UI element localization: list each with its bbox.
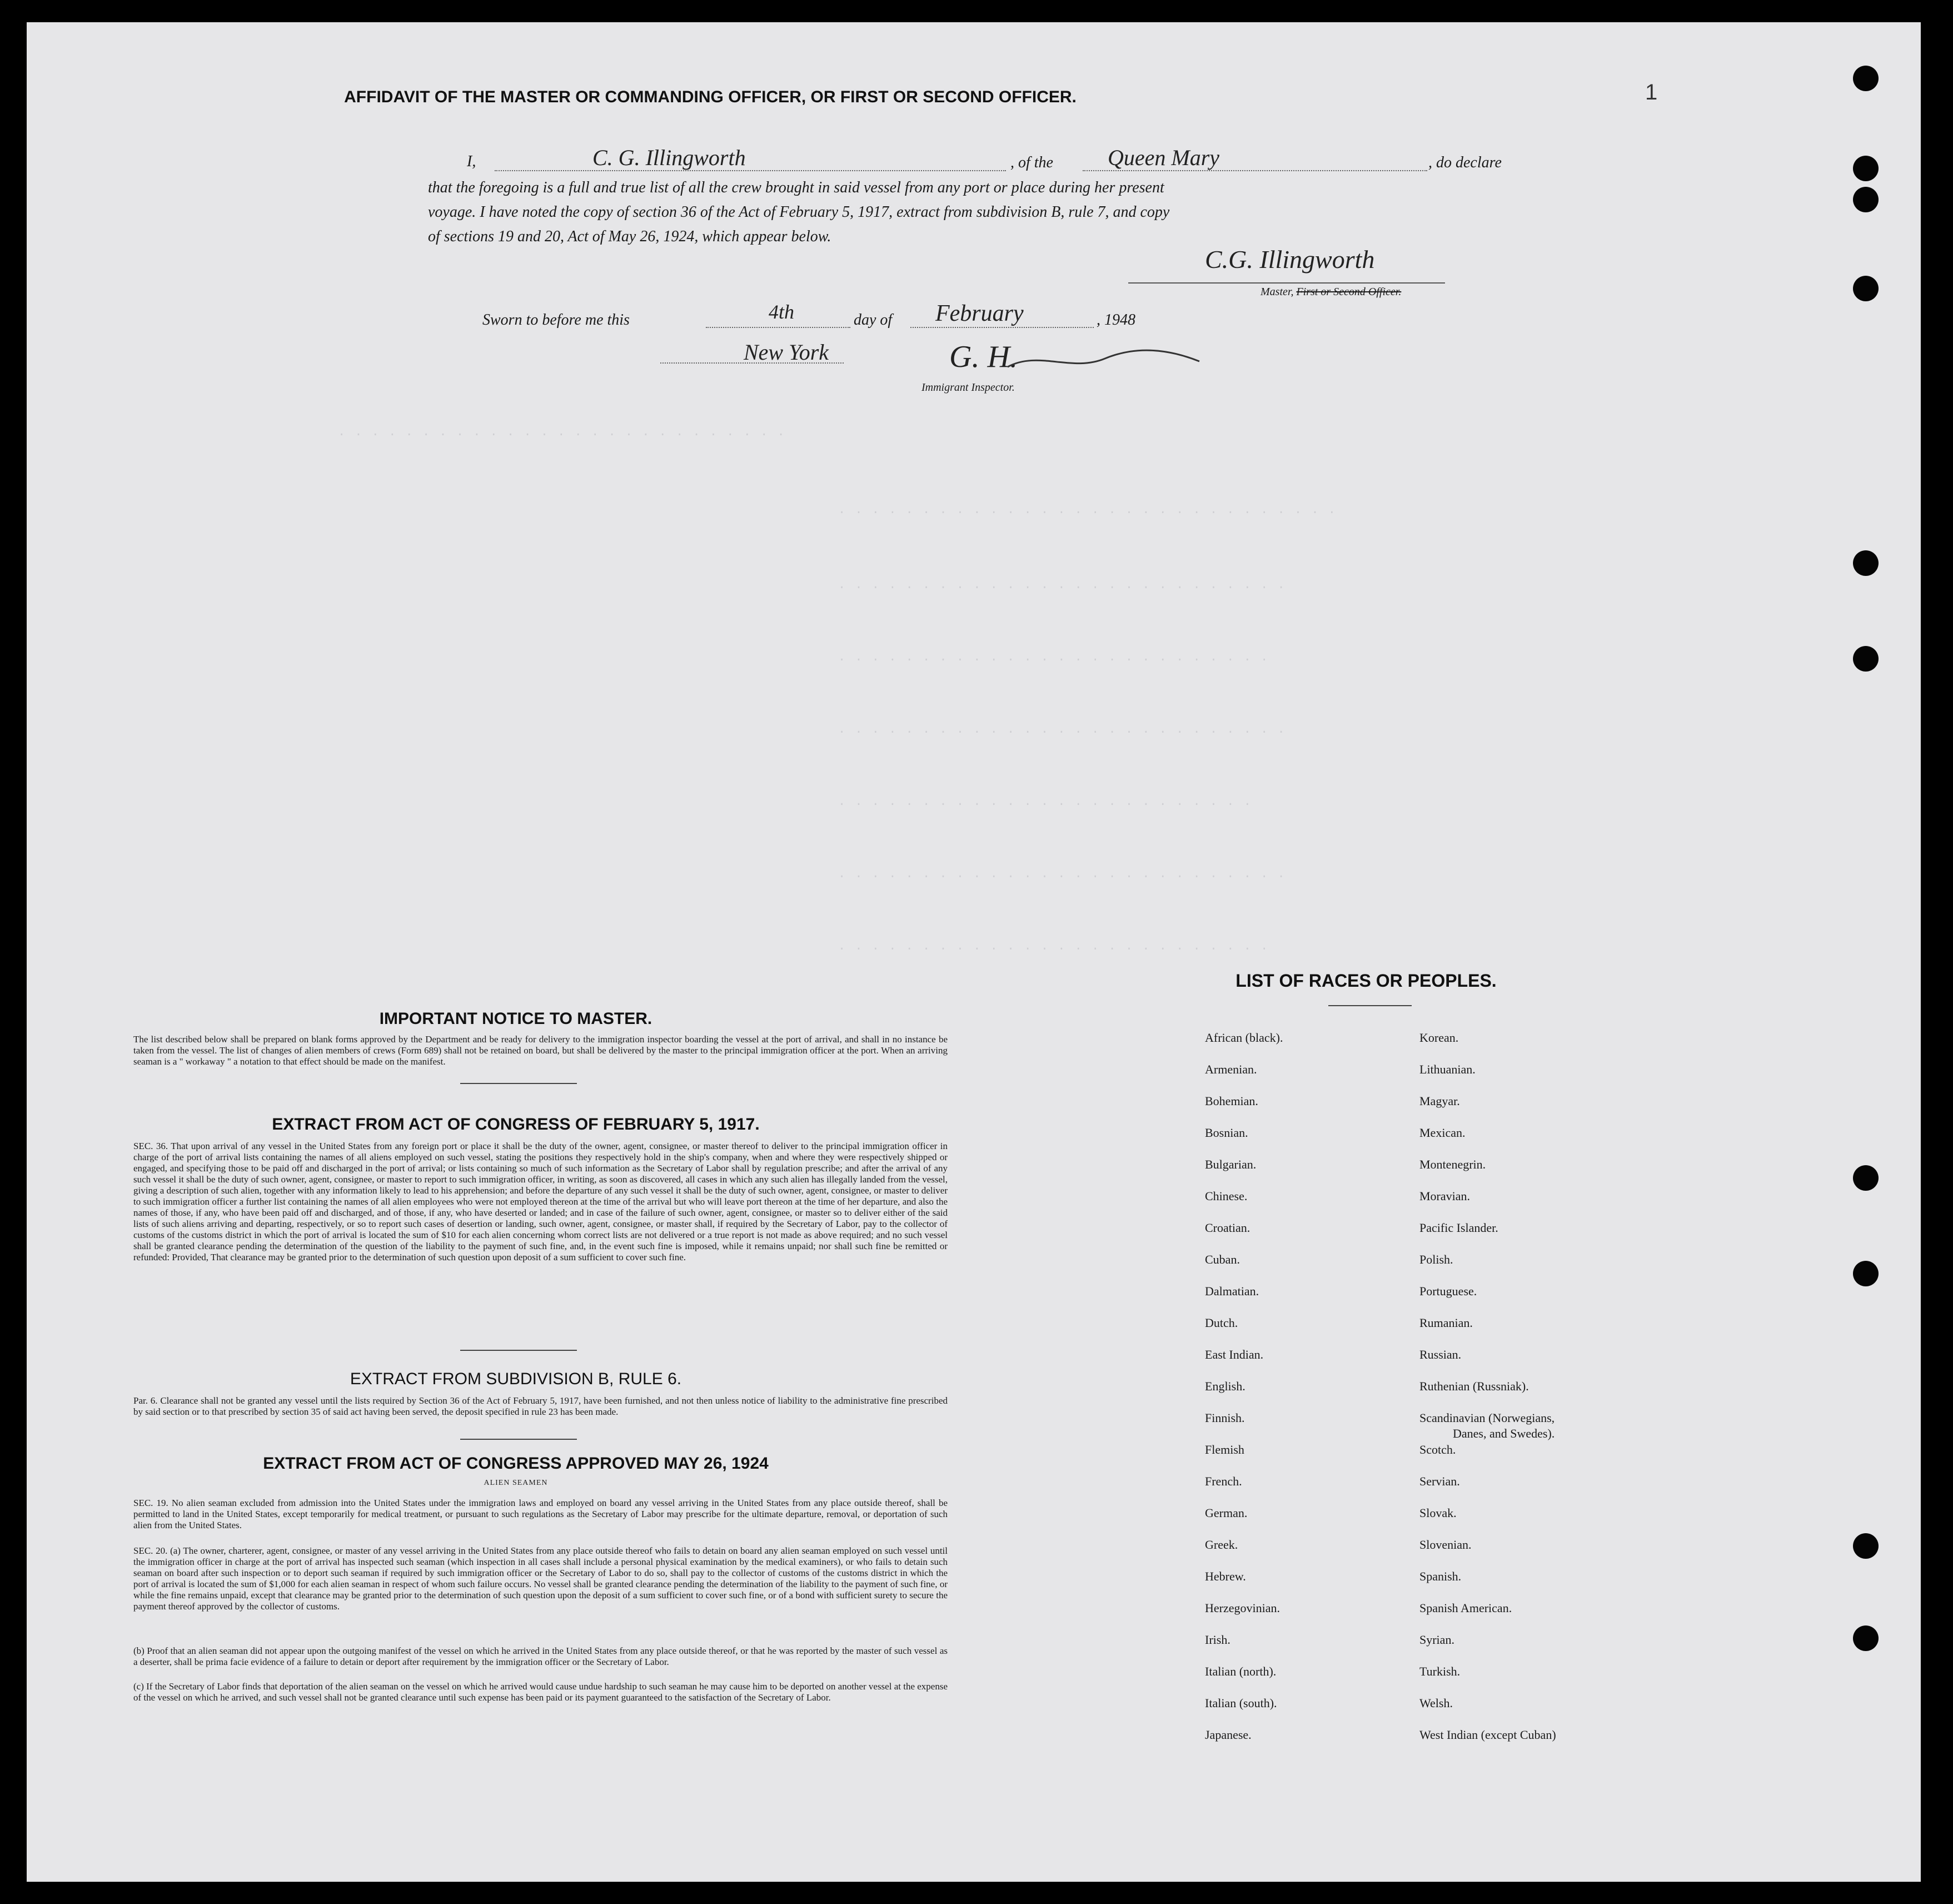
- race-item: Spanish.: [1419, 1569, 1462, 1583]
- race-item: Slovak.: [1419, 1506, 1457, 1520]
- affidavit-line2: that the foregoing is a full and true list of all the crew brought in said vessel from any port or place during her present: [428, 179, 1164, 196]
- race-item: Hebrew.: [1205, 1569, 1246, 1583]
- sworn-prefix: Sworn to before me this: [482, 311, 630, 329]
- race-item: Montenegrin.: [1419, 1157, 1486, 1171]
- race-item: Slovenian.: [1419, 1538, 1472, 1552]
- race-item: Croatian.: [1205, 1221, 1250, 1235]
- document-page: . . . . . . . . . . . . . . . . . . . . . . . . . . . . . . . . . . . . . . . . . . . . . . . . . . . . . . . . . . . . . . . . . . . . . . . . . . . . . . . . . . . . . . . . . . . . . . . . . . . . . . . . . . . . . . . . . . . . . . . . . . . . . . . . . . . . . . . . . . . . . . . . . . . . . . . . . . . . . . . . . . . . . . . . . . . . . . . . . . . . . . . . . . . . . . . . . . . . . . . . . . . . . . . . . . . . . . . AFFIDAVIT OF THE MASTER OR COMMANDING OFFICER, OR FIRST OR SECOND OFFICER. I, C. G. Illingworth , of the Queen Mary , do declare that the foregoing is a full and true list of all the crew brought in said vessel from any port or place during her present voyage. I have noted the copy of section 36 of the Act of February 5, 1917, extract from subdivision B, rule 7, and copy of sections 19 and 20, Act of May 26, 1924, which appear below. C.G. Illingworth Master, First or Second Officer. Sworn to before me this 4th day of February , 1948 New York G. H. Immigrant Inspector. 1 IMPORTANT NOTICE TO MASTER. The list described below shall be prepared on blank forms approved by the Department and be ready for delivery to the immigration inspector boarding the vessel at the port of arrival, and shall in no instance be taken from the vessel. The list of changes of alien members of crews (Form 689) shall not be retained on board, but shall be delivered by the master to the principal immigration officer at the port. When an arriving seaman is a " workaway " a notation to that effect should be made on the manifest. EXTRACT FROM ACT OF CONGRESS OF FEBRUARY 5, 1917. SEC. 36. That upon arrival of any vessel in the United States from any foreign port or place it shall be the duty of the owner, agent, consignee, or master thereof to deliver to the principal immigration officer in charge of the port of arrival lists containing the names of all aliens employed on such vessel, stating the positions they respectively hold in the ship's company, when and where they were respectively shipped or engaged, and specifying those to be paid off and discharged in the port of arrival; or lists containing so much of such information as the Secretary of Labor shall by regulation prescribe; and after the arrival of any such vessel it shall be the duty of such owner, agent, consignee, or master to report to such immigration officer, in writing, as soon as discovered, all cases in which any such alien has illegally landed from the vessel, giving a description of such alien, together with any information likely to lead to his apprehension; and before the departure of any such vessel it shall be the duty of such owner, agent, consignee, or master to deliver to such immigration officer a further list containing the names of all alien employees who were not employed thereon at the time of the arrival but who will leave port thereon at the time of her departure, and also the names of those, if any, who have been paid off and discharged, and of those, if any, who have deserted or landed; and in case of the failure of such owner, agent, consignee, or master so to deliver either of the said lists of such aliens arriving and departing, respectively, or so to report such cases of desertion or landing, such owner, agent, consignee, or master shall, if required by the Secretary of Labor, pay to the collector of customs of the customs district in which the port of arrival is located the sum of $10 for each alien concerning whom correct lists are not delivered or a true report is not made as above required; and no such vessel shall be granted clearance pending the determination of the question of the liability to the payment of such fine, and, in the event such fine is imposed, while it remains unpaid; nor shall such fine be remitted or refunded: Provided, That clearance may be granted prior to the determination of such question upon deposit of a sum sufficient to cover such fine. EXTRACT FROM SUBDIVISION B, RULE 6. Par. 6. Clearance shall not be granted any vessel until the lists required by Section 36 of the Act of February 5, 1917, have been furnished, and not then unless notice of liability to the administrative fine prescribed by said section or to that prescribed by section 35 of said act having been served, the deposit specified in rule 23 has been made. EXTRACT FROM ACT OF CONGRESS APPROVED MAY 26, 1924 ALIEN SEAMEN SEC. 19. No alien seaman excluded from admission into the United States under the immigration laws and employed on board any vessel arriving in the United States from any place outside thereof, shall be permitted to land in the United States, except temporarily for medical treatment, or pursuant to such regulations as the Secretary of Labor may prescribe for the ultimate departure, removal, or deportation of such alien from the United States. SEC. 20. (a) The owner, charterer, agent, consignee, or master of any vessel arriving in the United States from any place outside thereof who fails to detain on board any alien seaman employed on such vessel until the immigration officer in charge at the port of arrival has inspected such seaman (which inspection in all cases shall include a personal physical examination by the medical examiners), or who fails to detain such seaman on board after such inspection or to deport such seaman if required by such immigration officer or the Secretary of Labor to do so, shall pay to the collector of customs of the customs district in which the port of arrival is located the sum of $1,000 for each alien seaman in respect of whom such failure occurs. No vessel shall be granted clearance pending the determination of the liability to the payment of such fine, or while the fine remains unpaid, except that clearance may be granted prior to the determination of such question upon the deposit of a sum sufficient to cover such fine, or of a bond with sufficient surety to secure the payment thereof approved by the collector of customs. (b) Proof that an alien seaman did not appear upon the outgoing manifest of the vessel on which he arrived in the United States from any place outside thereof, or that he was reported by the master of such vessel as a deserter, shall be prima facie evidence of a failure to detain or deport after requirement by the immigration officer or the Secretary of Labor. (c) If the Secretary of Labor finds that deportation of the alien seaman on the vessel on which he arrived would cause undue hardship to such seaman he may cause him to be deported on another vessel at the expense of the vessel on which he arrived, and such vessel shall not be granted clearance until such expense has been paid or its payment guaranteed to the satisfaction of the Secretary of Labor. LIST OF RACES OR PEOPLES. African (black). Armenian. Bohemian. Bosnian. Bulgarian. Chinese. Croatian. Cuban. Dalmatian. Dutch. East Indian. English. Finnish. Flemish French. German. Greek. Hebrew. Herzegovinian. Irish. Italian (north). Italian (south). Japanese. Korean. Lithuanian. Magyar. Mexican. Montenegrin. Moravian. Pacific Islander. Polish. Portuguese. Rumanian. Russian. Ruthenian (Russniak). Scandinavian (Norwegians, Danes, and Swedes). Scotch. Servian. Slovak. Slovenian. Spanish. Spanish American. Syrian. Turkish. Welsh. West Indian (except Cuban): [27, 22, 1921, 1882]
- sec19-body: SEC. 19. No alien seaman excluded from admission into the United States under the immigration laws and employed on board any vessel arriving in the United States from any place outside thereof, shall be permitted to land in the United States, except temporarily for medical treatment, or pursuant to such regulations as the Secretary of Labor may prescribe for the ultimate departure, removal, or deportation of such alien from the United States.: [133, 1498, 948, 1530]
- race-item: Dutch.: [1205, 1316, 1238, 1330]
- punch-hole: [1853, 646, 1879, 672]
- sec20a-body: SEC. 20. (a) The owner, charterer, agent, consignee, or master of any vessel arriving in the United States from any place outside thereof who fails to detain on board any alien seaman employed on such vessel until the immigration officer in charge at the port of arrival has inspected such seaman (which inspection in all cases shall include a personal physical examination by the medical examiners), or who fails to detain such seaman on board after such inspection or to deport such seaman if required by such immigration officer or the Secretary of Labor to do so, shall pay to the collector of customs of the customs district in which the port of arrival is located the sum of $1,000 for each alien seaman in respect of whom such failure occurs. No vessel shall be granted clearance pending the determination of the liability to the payment of such fine, or while the fine remains unpaid, except that clearance may be granted prior to the determination of such question upon the deposit of a sum sufficient to cover such fine, or of a bond with sufficient surety to secure the payment thereof approved by the collector of customs.: [133, 1545, 948, 1612]
- punch-hole: [1853, 156, 1879, 181]
- extract-1924-subtitle: ALIEN SEAMEN: [484, 1479, 548, 1487]
- sworn-day-handwritten: 4th: [769, 301, 795, 323]
- race-item: Bulgarian.: [1205, 1157, 1257, 1171]
- race-item: English.: [1205, 1379, 1245, 1393]
- affidavit-line1-prefix: I,: [467, 153, 476, 170]
- affidavit-line1-suffix: , do declare: [1428, 154, 1502, 171]
- margin-mark: 1: [1645, 80, 1658, 105]
- race-item: German.: [1205, 1506, 1248, 1520]
- race-item: Scotch.: [1419, 1443, 1456, 1456]
- subdivision-body: Par. 6. Clearance shall not be granted any vessel until the lists required by Section 36 of the Act of February 5, 1917, have been furnished, and not then unless notice of liability to the administrative fine prescribed by said section or to that prescribed by section 35 of said act having been served, the deposit specified in rule 23 has been made.: [133, 1395, 948, 1417]
- subdivision-title: EXTRACT FROM SUBDIVISION B, RULE 6.: [350, 1370, 682, 1388]
- punch-hole: [1853, 66, 1879, 91]
- caption-struck-officer: First or Second Officer.: [1296, 286, 1402, 298]
- race-item: Armenian.: [1205, 1062, 1257, 1076]
- race-item: Ruthenian (Russniak).: [1419, 1379, 1529, 1393]
- punch-hole: [1853, 187, 1879, 212]
- race-item: East Indian.: [1205, 1348, 1264, 1361]
- race-item: Syrian.: [1419, 1633, 1454, 1647]
- extract-1924-title: EXTRACT FROM ACT OF CONGRESS APPROVED MAY 26, 1924: [263, 1454, 769, 1473]
- master-name-handwritten: C. G. Illingworth: [592, 145, 746, 170]
- sworn-month-handwritten: February: [935, 301, 1024, 326]
- inspector-caption: Immigrant Inspector.: [921, 381, 1015, 394]
- sec20b-body: (b) Proof that an alien seaman did not appear upon the outgoing manifest of the vessel on which he arrived in the United States from any place outside thereof, or that he was reported by the master of such vessel as a deserter, shall be prima facie evidence of a failure to detain or deport after requirement by the immigration officer or the Secretary of Labor.: [133, 1646, 948, 1667]
- race-item: Finnish.: [1205, 1411, 1245, 1425]
- caption-master: Master,: [1261, 286, 1294, 298]
- race-item: Lithuanian.: [1419, 1062, 1476, 1076]
- notice-body: The list described below shall be prepared on blank forms approved by the Department and be ready for delivery to the immigration inspector boarding the vessel at the port of arrival, and shall in no instance be taken from the vessel. The list of changes of alien members of crews (Form 689) shall not be retained on board, but shall be delivered by the master to the principal immigration officer at the port. When an arriving seaman is a " workaway " a notation to that effect should be made on the manifest.: [133, 1034, 948, 1067]
- punch-hole: [1853, 1165, 1879, 1191]
- race-item: Pacific Islander.: [1419, 1221, 1498, 1235]
- race-item: Moravian.: [1419, 1189, 1471, 1203]
- signature-caption: [1261, 286, 1401, 299]
- race-item: Spanish American.: [1419, 1601, 1512, 1615]
- race-item: Turkish.: [1419, 1664, 1461, 1678]
- affidavit-title: AFFIDAVIT OF THE MASTER OR COMMANDING OFFICER, OR FIRST OR SECOND OFFICER.: [344, 88, 1077, 106]
- race-item-continuation: Danes, and Swedes).: [1453, 1426, 1555, 1440]
- race-item: Rumanian.: [1419, 1316, 1473, 1330]
- race-item: Bosnian.: [1205, 1126, 1248, 1140]
- extract-1917-title: EXTRACT FROM ACT OF CONGRESS OF FEBRUARY 5, 1917.: [272, 1115, 760, 1134]
- sworn-mid: day of: [854, 311, 893, 329]
- punch-hole: [1853, 550, 1879, 576]
- race-item: Greek.: [1205, 1538, 1238, 1552]
- race-item: Mexican.: [1419, 1126, 1466, 1140]
- punch-hole: [1853, 276, 1879, 301]
- race-item: Flemish: [1205, 1443, 1244, 1456]
- sec20c-body: (c) If the Secretary of Labor finds that deportation of the alien seaman on the vessel on which he arrived would cause undue hardship to such seaman he may cause him to be deported on another vessel at the expense of the vessel on which he arrived, and such vessel shall not be granted clearance until such expense has been paid or its payment guaranteed to the satisfaction of the Secretary of Labor.: [133, 1681, 948, 1703]
- affidavit-line1-mid: , of the: [1010, 154, 1053, 171]
- signature-flourish: [1005, 345, 1205, 378]
- punch-hole: [1853, 1261, 1879, 1286]
- race-item: Portuguese.: [1419, 1284, 1477, 1298]
- inspector-signature: G. H.: [949, 340, 1018, 374]
- affidavit-line4: of sections 19 and 20, Act of May 26, 1924, which appear below.: [428, 228, 831, 245]
- races-title: LIST OF RACES OR PEOPLES.: [1235, 971, 1497, 991]
- race-item: Italian (south).: [1205, 1696, 1277, 1710]
- race-item: Chinese.: [1205, 1189, 1248, 1203]
- punch-hole: [1853, 1625, 1879, 1651]
- race-item: West Indian (except Cuban): [1419, 1728, 1556, 1742]
- punch-hole: [1853, 1533, 1879, 1559]
- vessel-name-handwritten: Queen Mary: [1108, 145, 1220, 170]
- race-item: Polish.: [1419, 1252, 1453, 1266]
- race-item: Magyar.: [1419, 1094, 1460, 1108]
- race-item: Japanese.: [1205, 1728, 1252, 1742]
- sworn-year: , 1948: [1097, 311, 1135, 329]
- master-signature: C.G. Illingworth: [1205, 245, 1375, 274]
- notice-title: IMPORTANT NOTICE TO MASTER.: [379, 1010, 652, 1028]
- race-item: Herzegovinian.: [1205, 1601, 1280, 1615]
- race-item: Italian (north).: [1205, 1664, 1277, 1678]
- race-item: Servian.: [1419, 1474, 1460, 1488]
- place-handwritten: New York: [744, 340, 829, 365]
- race-item: Scandinavian (Norwegians,: [1419, 1411, 1555, 1425]
- extract-1917-body: SEC. 36. That upon arrival of any vessel in the United States from any foreign port or place it shall be the duty of the owner, agent, consignee, or master thereof to deliver to the principal immigration officer in charge of the port of arrival lists containing the names of all aliens employed on such vessel, stating the positions they respectively hold in the ship's company, when and where they were respectively shipped or engaged, and specifying those to be paid off and discharged in the port of arrival; or lists containing so much of such information as the Secretary of Labor shall by regulation prescribe; and after the arrival of any such vessel it shall be the duty of such owner, agent, consignee, or master to report to such immigration officer, in writing, as soon as discovered, all cases in which any such alien has illegally landed from the vessel, giving a description of such alien, together with any information likely to lead to his apprehension; and before the departure of any such vessel it shall be the duty of such owner, agent, consignee, or master to deliver to such immigration officer a further list containing the names of all alien employees who were not employed thereon at the time of the arrival but who will leave port thereon at the time of her departure, and also the names of those, if any, who have been paid off and discharged, and of those, if any, who have deserted or landed; and in case of the failure of such owner, agent, consignee, or master so to deliver either of the said lists of such aliens arriving and departing, respectively, or so to report such cases of desertion or landing, such owner, agent, consignee, or master shall, if required by the Secretary of Labor, pay to the collector of customs of the customs district in which the port of arrival is located the sum of $10 for each alien concerning whom correct lists are not delivered or a true report is not made as above required; and no such vessel shall be granted clearance pending the determination of the question of the liability to the payment of such fine, and, in the event such fine is imposed, while it remains unpaid; nor shall such fine be remitted or refunded: Provided, That clearance may be granted prior to the determination of such question upon deposit of a sum sufficient to cover such fine.: [133, 1141, 948, 1262]
- affidavit-line3: voyage. I have noted the copy of section 36 of the Act of February 5, 1917, extract from subdivision B, rule 7, and copy: [428, 203, 1170, 221]
- race-item: African (black).: [1205, 1031, 1283, 1045]
- race-item: French.: [1205, 1474, 1242, 1488]
- race-item: Welsh.: [1419, 1696, 1453, 1710]
- race-item: Russian.: [1419, 1348, 1462, 1361]
- race-item: Dalmatian.: [1205, 1284, 1259, 1298]
- race-item: Cuban.: [1205, 1252, 1240, 1266]
- race-item: Bohemian.: [1205, 1094, 1258, 1108]
- race-item: Irish.: [1205, 1633, 1230, 1647]
- race-item: Korean.: [1419, 1031, 1459, 1045]
